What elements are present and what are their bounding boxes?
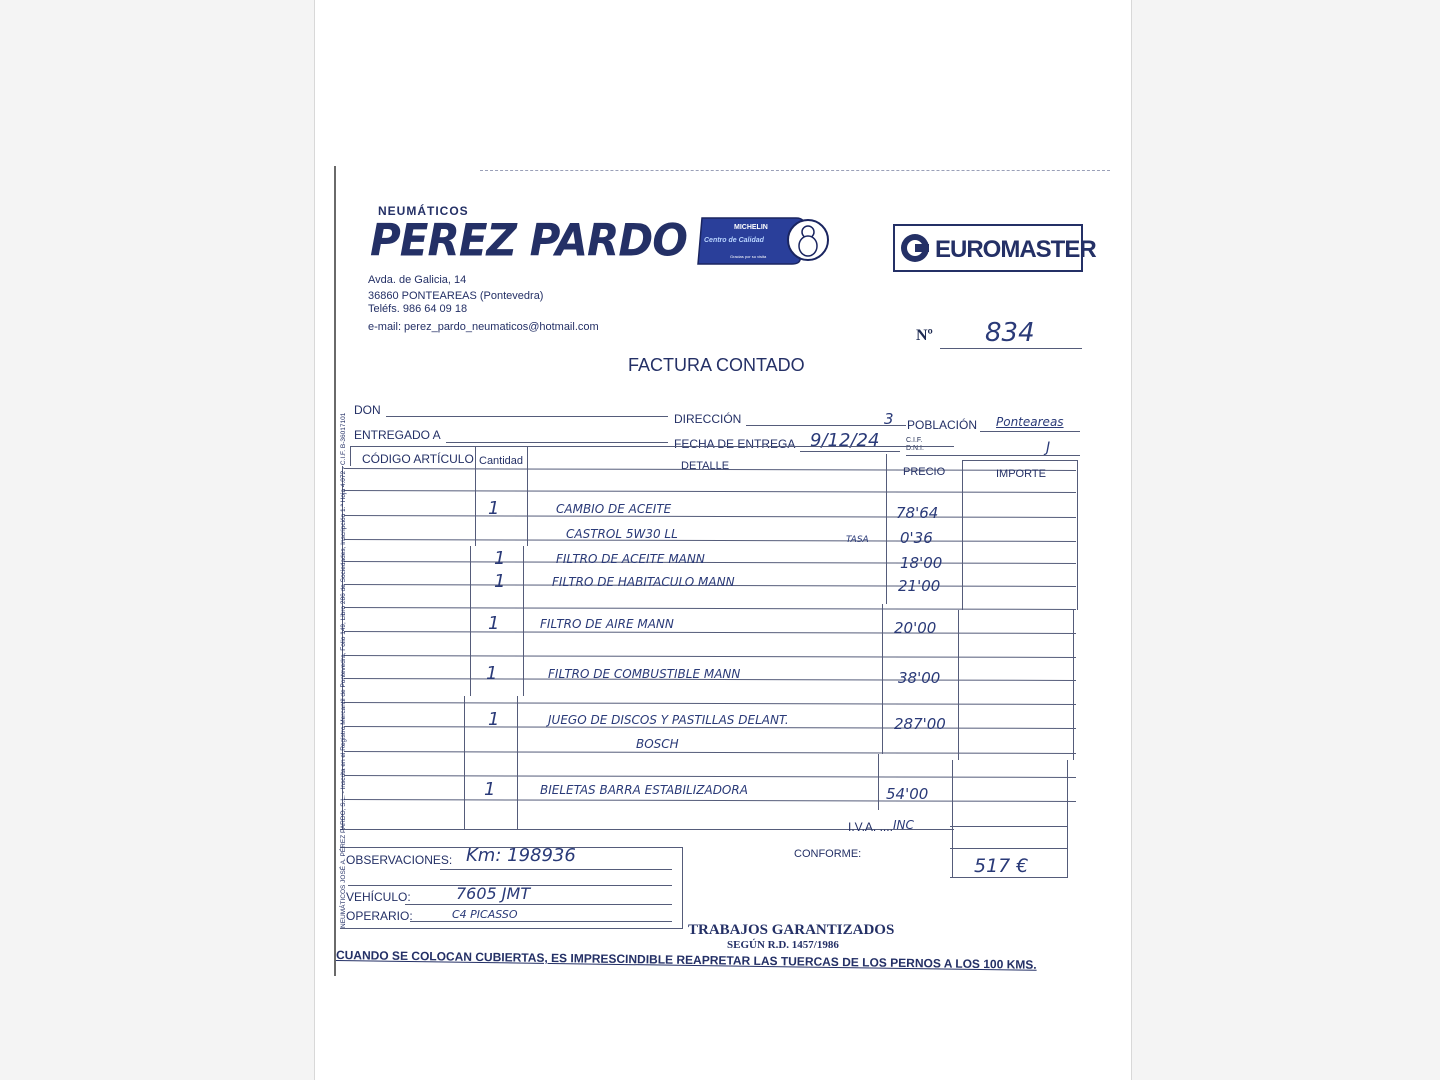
poblacion-underline: [980, 431, 1080, 432]
observaciones-value: Km: 198936: [466, 845, 576, 866]
row-precio: 54'00: [886, 785, 929, 803]
row-tasa-label: TASA: [846, 535, 869, 545]
invoice-title: FACTURA CONTADO: [628, 355, 805, 375]
cantidad-column-line-top: [527, 446, 528, 546]
row-precio: 38'00: [898, 669, 941, 687]
row-precio: 21'00: [898, 577, 941, 595]
header-importe: IMPORTE: [996, 468, 1046, 480]
email-line: e-mail: perez_pardo_neumaticos@hotmail.com: [368, 321, 599, 333]
euromaster-emblem-icon: [899, 232, 931, 264]
poblacion-label: POBLACIÓN: [907, 418, 978, 432]
brand-logo-text: PEREZ PARDO: [370, 214, 687, 267]
dni-label: D.N.I.: [906, 445, 924, 452]
row-cantidad: 1: [494, 571, 506, 592]
row-precio: 18'00: [900, 554, 943, 572]
fecha-entrega-value: 9/12/24: [810, 430, 880, 451]
cif-label: C.I.F.: [906, 437, 923, 444]
brand-subtitle: NEUMÁTICOS: [378, 204, 469, 218]
row-detalle: FILTRO DE ACEITE MANN: [556, 552, 705, 566]
fecha-entrega-label: FECHA DE ENTREGA: [674, 437, 796, 451]
vehiculo-label: VEHÍCULO:: [346, 890, 411, 904]
registry-vertical-text: NEUMÁTICOS JOSÉ A. PÉREZ PARDO, S.L. - Inscrita en el Registro Mercantil de Pontevedra, Folio 149, Libro 286 de Sociedades, Inscripción 1.ª Hoja 4.072 - C.I.F. B-36017101: [340, 412, 347, 928]
phone-line: Teléfs. 986 64 09 18: [368, 303, 468, 315]
row-cantidad: 1: [486, 663, 498, 684]
row-detalle: FILTRO DE HABITACULO MANN: [552, 575, 735, 589]
direccion-label: DIRECCIÓN: [674, 412, 742, 426]
don-label: DON: [354, 403, 381, 417]
entregado-underline: [446, 442, 668, 443]
iva-row-line: [950, 826, 1068, 827]
row-precio: 20'00: [894, 619, 937, 637]
row-cantidad: 1: [488, 613, 500, 634]
row-cantidad: 1: [484, 779, 496, 800]
direccion-underline: [746, 425, 906, 426]
svg-text:MICHELIN: MICHELIN: [734, 224, 768, 231]
row-detalle: BIELETAS BARRA ESTABILIZADORA: [540, 783, 748, 797]
michelin-badge: [696, 214, 830, 266]
row-detalle: BOSCH: [636, 737, 679, 751]
precio-column-line-mid: [882, 604, 883, 754]
svg-text:Centro de Calidad: Centro de Calidad: [704, 237, 764, 244]
trabajos-garantizados: TRABAJOS GARANTIZADOS: [688, 922, 895, 938]
address-line-1: Avda. de Galicia, 14: [368, 274, 467, 286]
entregado-label: ENTREGADO A: [354, 428, 441, 442]
row-detalle: CAMBIO DE ACEITE: [556, 502, 672, 516]
table-right-border-mid: [1073, 610, 1074, 760]
importe-column-line-mid: [958, 610, 959, 760]
header-precio: PRECIO: [903, 466, 946, 478]
fecha-underline: [800, 451, 900, 452]
cantidad-column-line-mid: [523, 546, 524, 696]
euromaster-text: EUROMASTER: [935, 236, 1096, 263]
operario-label: OPERARIO:: [346, 909, 413, 923]
table-right-border-top: [1077, 460, 1078, 610]
segun-rd: SEGÚN R.D. 1457/1986: [727, 939, 839, 951]
vehiculo-value: 7605 JMT: [456, 884, 531, 903]
invoice-number-value: 834: [985, 318, 1035, 348]
table-right-border-bottom: [1067, 760, 1068, 878]
euromaster-logo: [893, 224, 1096, 272]
address-line-2: 36860 PONTEAREAS (Pontevedra): [368, 290, 544, 302]
table-top-border: [350, 446, 954, 447]
codigo-column-line-top: [475, 446, 476, 546]
operario-underline: [410, 921, 672, 922]
direccion-value: 3: [884, 410, 894, 428]
tyre-warning-note: CUANDO SE COLOCAN CUBIERTAS, ES IMPRESCINDIBLE REAPRETAR LAS TUERCAS DE LOS PERNOS A LOS 100 KMS.: [335, 948, 1037, 972]
row-cantidad: 1: [488, 498, 500, 519]
importe-column-line-top: [962, 460, 963, 610]
row-precio: 0'36: [900, 529, 933, 547]
row-cantidad: 1: [494, 548, 506, 569]
michelin-logo-icon: [696, 214, 830, 266]
page-left-edge: [334, 166, 336, 976]
perforation-line: [480, 170, 1110, 171]
svg-text:Gracias por su visita: Gracias por su visita: [730, 254, 767, 259]
importe-top-border: [962, 460, 1078, 461]
observaciones-label: OBSERVACIONES:: [346, 853, 453, 867]
row-precio: 78'64: [896, 504, 939, 522]
number-underline: [940, 348, 1082, 349]
total-value: 517 €: [974, 855, 1029, 877]
table-left-border-top: [350, 446, 351, 466]
row-detalle: CASTROL 5W30 LL: [566, 527, 678, 541]
operario-value: C4 PICASSO: [452, 908, 518, 921]
total-row-bottom-line: [950, 877, 1068, 878]
total-row-top-line: [950, 848, 1068, 849]
poblacion-value: Ponteareas: [996, 415, 1064, 429]
don-underline: [386, 416, 668, 417]
row-precio: 287'00: [894, 715, 946, 733]
dni-value: J: [1046, 440, 1051, 456]
cantidad-column-line-bottom: [517, 696, 518, 830]
vehiculo-underline: [405, 904, 672, 905]
row-cantidad: 1: [488, 709, 500, 730]
header-codigo: CÓDIGO ARTÍCULO: [362, 452, 474, 466]
importe-column-line-bottom: [952, 760, 953, 878]
codigo-column-line-bottom: [464, 696, 465, 830]
observaciones-underline-1: [440, 869, 672, 870]
invoice-number-label: Nº: [916, 327, 933, 344]
codigo-column-line-mid: [470, 546, 471, 696]
precio-column-line-bottom: [878, 754, 879, 810]
header-detalle: DETALLE: [681, 460, 730, 472]
row-detalle: JUEGO DE DISCOS Y PASTILLAS DELANT.: [548, 713, 789, 727]
iva-label: I.V.A. ....: [848, 820, 893, 834]
iva-value: INC: [893, 818, 914, 832]
conforme-label: CONFORME:: [794, 848, 862, 860]
row-detalle: FILTRO DE COMBUSTIBLE MANN: [548, 667, 741, 681]
cif-underline: [906, 455, 1080, 456]
header-cantidad: Cantidad: [479, 455, 524, 467]
precio-column-line-top: [886, 454, 887, 604]
row-detalle: FILTRO DE AIRE MANN: [540, 617, 674, 631]
